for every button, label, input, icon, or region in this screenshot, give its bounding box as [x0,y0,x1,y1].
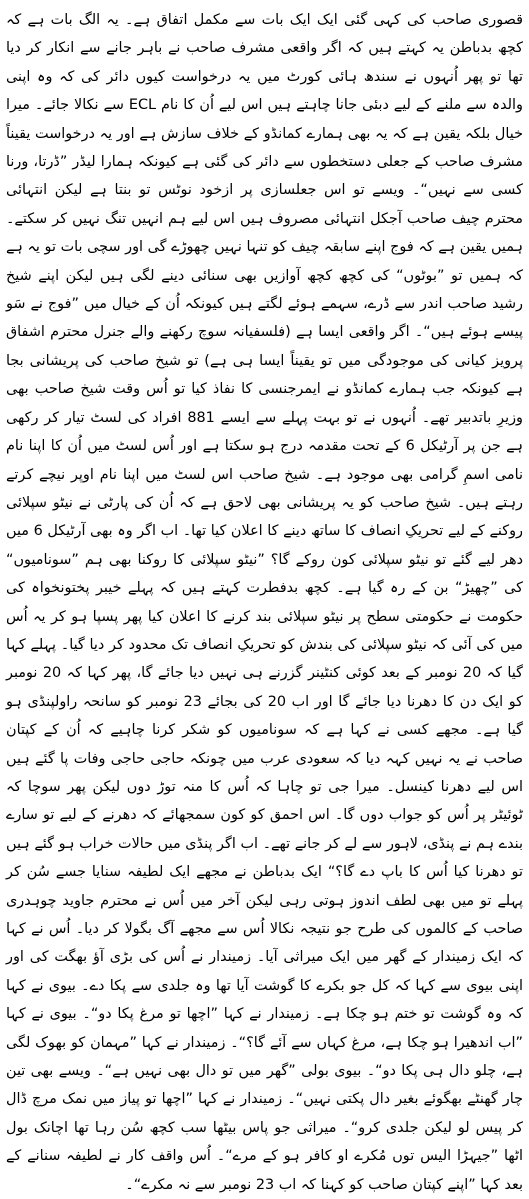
column-body-text: قصوری صاحب کی کہی گئی ایک ایک بات سے مکمل اتفاق ہے۔ یہ الگ بات ہے کہ کچھ بدباطن یہ کہتے ہیں کہ اگر واقعی مشرف صاحب نے باہر جانے سے انکار کر دیا تھا تو پھر اُنہوں نے سندھ ہائی کورٹ میں یہ درخواست کیوں دائر کی کہ وہ اپنی والدہ سے ملنے کے لیے دبئی جانا چاہتے ہیں اس لیے اُن کا نام ECL سے نکالا جائے۔ میرا خیال بلکہ یقین ہے کہ یہ بھی ہمارے کمانڈو کے خلاف سازش ہے اور یہ درخواست یقیناً مشرف صاحب کے جعلی دستخطوں سے دائر کی گئی ہے کیونکہ ہمارا لیڈر ”ڈرتا، ورنا کسی سے نہیں“۔ ویسے تو اس جعلسازی پر ازخود نوٹس تو بنتا ہے لیکن انتہائی محترم چیف صاحب آجکل انتہائی مصروف ہیں اس لیے ہم انہیں تنگ نہیں کر سکتے۔ ہمیں یقین ہے کہ فوج اپنے سابقہ چیف کو تنہا نہیں چھوڑے گی اور سچی بات تو یہ ہے کہ ہمیں تو ”بوٹوں“ کی کچھ کچھ آوازیں بھی سنائی دینے لگی ہیں لیکن اپنے شیخ رشید صاحب اندر سے ڈرے، سہمے ہوئے لگتے ہیں کیونکہ اُن کے خیال میں ”فوج نے سَو پیسے ہوئے ہیں“۔ اگر واقعی ایسا ہے (فلسفیانہ سوچ رکھنے والے جنرل محترم اشفاق پرویز کیانی کی موجودگی میں تو یقیناً ایسا ہی ہے) تو شیخ صاحب کی پریشانی بجا ہے کیونکہ جب ہمارے کمانڈو نے ایمرجنسی کا نفاذ کیا تو اُس وقت شیخ صاحب بھی وزیرِ باتدبیر تھے۔ اُنہوں نے تو بہت پہلے سے ایسے 881 افراد کی لسٹ تیار کر رکھی ہے جن پر آرٹیکل 6 کے تحت مقدمہ درج ہو سکتا ہے اور اُس لسٹ میں اُن کا اپنا نام نامی اسمِ گرامی بھی موجود ہے۔ شیخ صاحب اس لسٹ میں اپنا نام اوپر نیچے کرتے رہتے ہیں۔ شیخ صاحب کو یہ پریشانی بھی لاحق ہے کہ اُن کی پارٹی نے نیٹو سپلائی روکنے کے لیے تحریکِ انصاف کا ساتھ دینے کا اعلان کیا تھا۔ اب اگر وہ بھی آرٹیکل 6 میں دھر لیے گئے تو نیٹو سپلائی کون روکے گا؟ ”نیٹو سپلائی کا روکنا بھی ہم ”سونامیوں“ کی ”چھیڑ“ بن کے رہ گیا ہے۔ کچھ بدفطرت کہتے ہیں کہ پہلے خیبر پختونخواہ کی حکومت نے حکومتی سطح پر نیٹو سپلائی بند کرنے کا اعلان کیا پھر پسپا ہو کر یہ اُس میں کی آئی کہ نیٹو سپلائی کی بندش کو تحریکِ انصاف تک محدود کر دیا گیا۔ پہلے کہا گیا کہ 20 نومبر کے بعد کوئی کنٹینر گزرنے ہی نہیں دیا جائے گا، پھر کہا کہ 20 نومبر کو ایک دن کا دھرنا دیا جائے گا اور اب 20 کی بجائے 23 نومبر کو سانحہ راولپنڈی ہو گیا ہے۔ مجھے کسی نے کہا ہے کہ سونامیوں کو شکر کرنا چاہیے کہ اُن کے کپتان صاحب نے یہ نہیں کہہ دیا کہ سعودی عرب میں چونکہ حاجی حاجی وفات پا گئے ہیں اس لیے دھرنا کینسل۔ میرا جی تو چاہا کہ اُس کا منہ توڑ دوں لیکن پھر سوچا کہ ٹوئیٹر پر اُس کو جواب دوں گا۔ اس احمق کو کون سمجھائے کہ دھرنے کے لیے تو سارے بندے ہم نے پنڈی، لاہور سے لے کر جانے تھے۔ اب اگر پنڈی میں حالات خراب ہو گئے ہیں تو دھرنا کیا اُس کا باپ دے گا؟“ ایک بدباطن نے مجھے ایک لطیفہ سنایا جسے سُن کر پہلے تو میں بھی لطف اندوز ہوتی رہی لیکن آخر میں اُس نے محترم جاوید چوہدری صاحب کے کالموں کی طرح جو نتیجہ نکالا اُس سے مجھے آگ بگولا کر دیا۔ اُس نے کہا کہ ایک زمیندار کے گھر میں ایک میراثی آیا۔ زمیندار نے اُس کی بڑی آؤ بھگت کی اور اپنی بیوی سے کہا کہ کل جو بکرے کا گوشت آیا تھا وہ جلدی سے پکا دے۔ بیوی نے کہا کہ وہ گوشت تو ختم ہو چکا ہے۔ زمیندار نے کہا ”اچھا تو مرغ پکا دو“۔ بیوی نے کہا ”اب اندھیرا ہو چکا ہے، مرغ کہاں سے آئے گا؟“۔ زمیندار نے کہا ”مہمان کو بھوک لگی ہے، چلو دال ہی پکا دو“۔ بیوی بولی ”گھر میں تو دال بھی نہیں ہے“۔ ویسے بھی تین چار گھنٹے بھگوئے بغیر دال پکتی نہیں“۔ زمیندار نے کہا ”اچھا تو پیاز میں نمک مرچ ڈال کر پیس لو لیکن جلدی کرو“۔ میراثی جو پاس بیٹھا سب کچھ سُن رہا تھا اچانک بول اٹھا ”جیہڑا الیس توں مُکرے او کافر ہو کے مرے“۔ اُس واقف کار نے لطیفہ سنانے کے بعد کہا ”اپنے کپتان صاحب کو کہنا کہ اب 23 نومبر سے نہ مکرے“۔ [6,12,523,1193]
